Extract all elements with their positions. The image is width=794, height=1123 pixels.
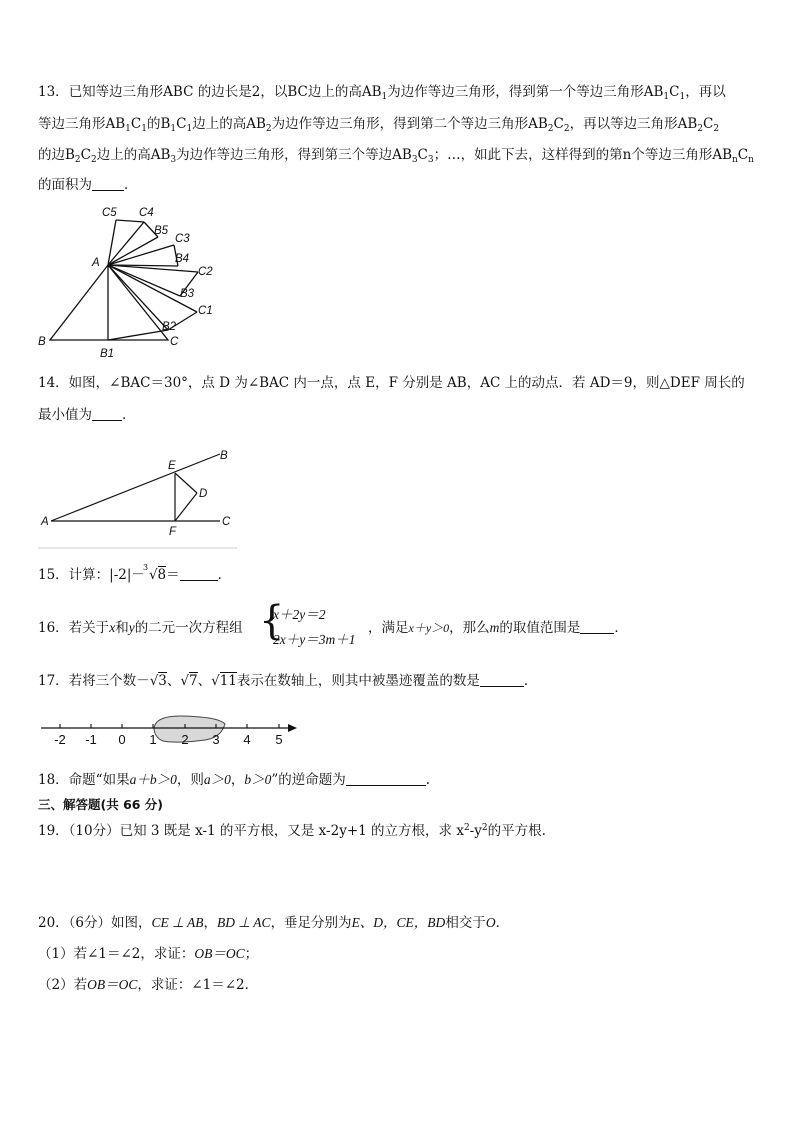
label-c: C [170, 336, 179, 348]
label-b: B [38, 336, 46, 348]
label-c4: C4 [139, 207, 154, 219]
q20-line-2: （1）若∠1＝∠2，求证：OB＝OC； [38, 946, 259, 962]
tick-label: 0 [118, 732, 126, 747]
answer-blank [180, 566, 218, 581]
q16-line: 16．若关于x和y的二元一次方程组 [38, 620, 243, 636]
tick-label: 4 [243, 732, 251, 747]
q14-line-1: 14．如图，∠BAC＝30°，点 D 为∠BAC 内一点，点 E，F 分别是 AB，AC 上的动点．若 AD＝9，则△DEF 周长的 [38, 375, 745, 391]
label-c3: C3 [175, 233, 190, 245]
label-d: D [199, 488, 208, 500]
label-b2: B2 [162, 321, 177, 333]
tick-label: -1 [85, 732, 97, 747]
q15-line: 15．计算：|-2|－ 3 √8＝ ． [38, 563, 232, 583]
label-b1: B1 [100, 348, 115, 360]
answer-blank [92, 176, 124, 191]
q19-line: 19．（10分）已知 3 既是 x-1 的平方根，又是 x-2y+1 的立方根，求 $x^2-y^2$的平方根. [38, 823, 546, 839]
q16-line-end: ，满足x＋y＞0，那么m的取值范围是 ． [368, 620, 628, 636]
answer-blank [92, 406, 122, 421]
label-b: B [220, 450, 228, 462]
label-b5: B5 [154, 225, 169, 237]
label-b3: B3 [180, 288, 195, 300]
answer-blank [346, 771, 426, 786]
angle-figure [35, 445, 245, 555]
label-f: F [169, 526, 177, 538]
cube-root: 3 √8 [142, 563, 167, 583]
label-a: A [41, 516, 49, 528]
label-c2: C2 [198, 266, 213, 278]
tick-label: 5 [275, 732, 283, 747]
tick-label: 3 [212, 732, 220, 747]
q17-line: 17．若将三个数－√3、√7、√11表示在数轴上，则其中被墨迹覆盖的数是 ． [38, 673, 538, 689]
section-heading: 三、解答题(共 66 分) [38, 797, 164, 812]
label-c: C [222, 516, 231, 528]
tick-label: -2 [54, 732, 66, 747]
q13-line-3: 的边$B_2C_2$边上的高$AB_3$为边作等边三角形，得到第三个等边$AB_3C_3$；…，如此下去，这样得到的第n个等边三角形$AB_nC_n$ [38, 147, 754, 165]
equation-1: x＋2y＝2 [273, 607, 326, 622]
brace: { [259, 598, 285, 644]
label-c5: C5 [102, 207, 117, 219]
tick-label: 1 [149, 732, 157, 747]
q13-line-4: 的面积为 ． [38, 177, 138, 193]
q20-line-1: 20．（6分）如图，CE ⊥ AB，BD ⊥ AC，垂足分别为E、D，CE，BD相交于O． [38, 915, 510, 931]
label-a: A [92, 257, 100, 269]
label-e: E [168, 460, 176, 472]
q13-line-1: 13．已知等边三角形ABC 的边长是2，以BC边上的高$AB_1$为边作等边三角形，得到第一个等边三角形$AB_1C_1$，再以 [38, 84, 726, 102]
triangle-figure [30, 200, 230, 365]
answer-blank [580, 619, 614, 634]
answer-blank [480, 672, 524, 687]
label-b4: B4 [175, 253, 190, 265]
label-c1: C1 [198, 305, 213, 317]
q13-line-2: 等边三角形$AB_1C_1$的$B_1C_1$边上的高$AB_2$为边作等边三角形，得到第二个等边三角形$AB_2C_2$，再以等边三角形$AB_2C_2$ [38, 116, 720, 134]
number-line [35, 710, 305, 752]
q14-line-2: 最小值为 ． [38, 407, 136, 423]
equation-2: 2x＋y＝3m＋1 [273, 632, 356, 647]
q18-line: 18．命题“如果a＋b＞0，则a＞0，b＞0”的逆命题为 . [38, 772, 431, 788]
q20-line-3: （2）若OB＝OC，求证：∠1＝∠2． [38, 977, 259, 993]
tick-label: 2 [181, 732, 189, 747]
